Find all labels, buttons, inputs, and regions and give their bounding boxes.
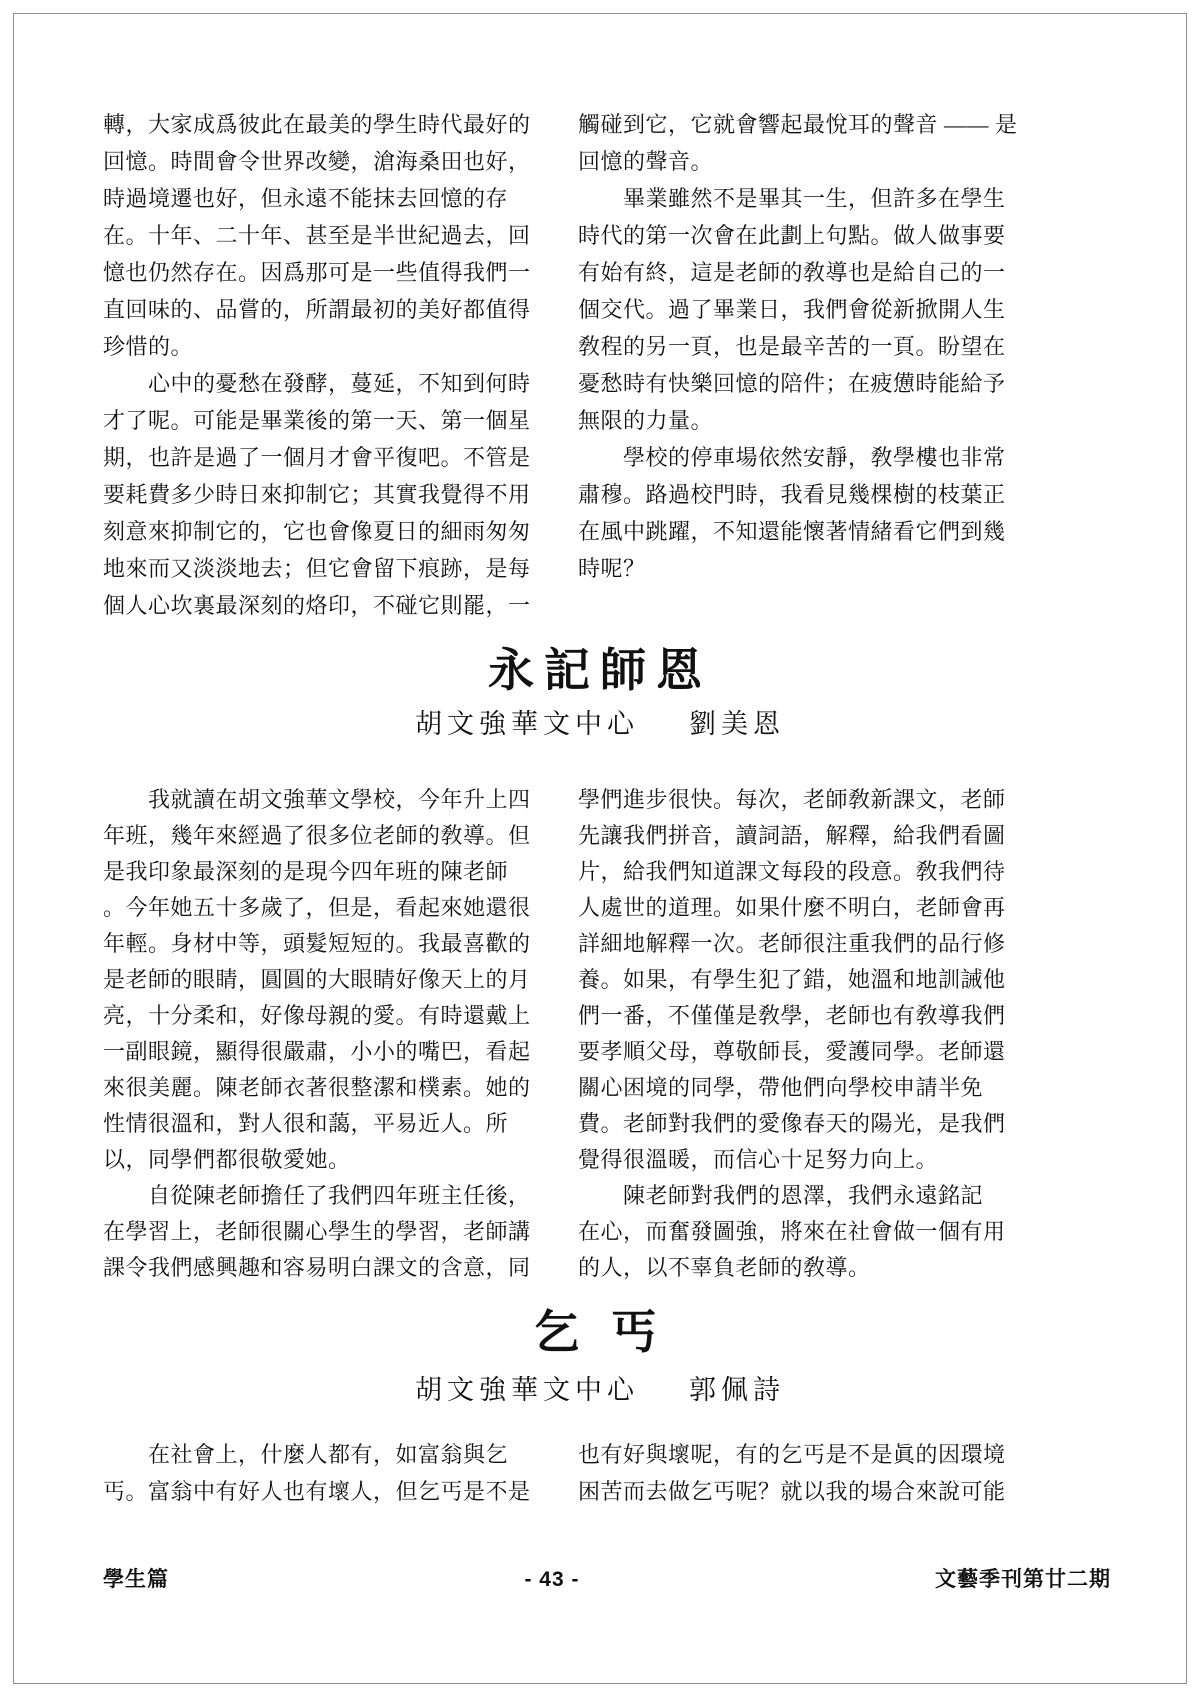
text-line: 無限的力量。: [578, 408, 714, 433]
text-line: 課令我們感興趣和容易明白課文的含意，同: [103, 1255, 531, 1280]
page-footer: [103, 1563, 1111, 1593]
footer-page-number: - 43 -: [524, 1568, 580, 1591]
text-line: 詳細地解釋一次。老師很注重我們的品行修: [578, 931, 1006, 956]
text-line: 直回味的、品嘗的，所謂最初的美好都值得: [103, 297, 531, 322]
article1-byline-school: 胡文強華文中心: [415, 709, 639, 739]
text-line: 要孝順父母，尊敬師長，愛護同學。老師還: [578, 1039, 1006, 1064]
text-line: 個交代。過了畢業日，我們會從新掀開人生: [578, 297, 1006, 322]
text-line: 刻意來抑制它的，它也會像夏日的細雨匆匆: [103, 519, 531, 544]
continuation-left-column: [103, 106, 568, 624]
text-line: 們一番，不僅僅是敎學，老師也有敎導我們: [578, 1003, 1006, 1028]
text-line: 年輕。身材中等，頭髮短短的。我最喜歡的: [103, 931, 531, 956]
text-line: 轉，大家成爲彼此在最美的學生時代最好的: [103, 112, 531, 137]
text-line: 憶也仍然存在。因爲那可是一些值得我們一: [103, 260, 531, 285]
text-line: 回憶的聲音。: [578, 149, 714, 174]
article1-right-column: [578, 782, 1043, 1286]
text-line: 期，也許是過了一個月才會平復吧。不管是: [103, 445, 531, 470]
text-line: 費。老師對我們的愛像春天的陽光，是我們: [578, 1111, 1006, 1136]
text-line: 肅穆。路過校門時，我看見幾棵樹的枝葉正: [578, 482, 1006, 507]
text-line: 年班，幾年來經過了很多位老師的敎導。但: [103, 823, 531, 848]
text-line: 性情很溫和，對人很和藹，平易近人。所: [103, 1111, 509, 1136]
text-line: 時代的第一次會在此劃上句點。做人做事要: [578, 223, 1006, 248]
text-line: 敎程的另一頁，也是最辛苦的一頁。盼望在: [578, 334, 1006, 359]
text-line: 亮，十分柔和，好像母親的愛。有時還戴上: [103, 1003, 531, 1028]
text-line: 時過境遷也好，但永遠不能抹去回憶的存: [103, 186, 509, 211]
text-line: 我就讀在胡文強華文學校，今年升上四: [103, 787, 531, 812]
article1-byline: [0, 708, 1200, 740]
article1-left-column: [103, 782, 568, 1286]
text-line: 時呢？: [578, 556, 646, 581]
text-line: 是老師的眼睛，圓圓的大眼睛好像天上的月: [103, 967, 531, 992]
text-line: 自從陳老師擔任了我們四年班主任後，: [103, 1183, 531, 1208]
text-line: 來很美麗。陳老師衣著很整潔和樸素。她的: [103, 1075, 531, 1100]
text-line: 關心困境的同學，帶他們向學校申請半免: [578, 1075, 984, 1100]
text-line: 在社會上，什麼人都有，如富翁與乞: [103, 1442, 509, 1467]
text-line: 片，給我們知道課文每段的段意。敎我們待: [578, 859, 1006, 884]
text-line: 學們進步很快。每次，老師敎新課文，老師: [578, 787, 1006, 812]
text-line: 在心，而奮發圖強，將來在社會做一個有用: [578, 1219, 1006, 1244]
text-line: 學校的停車場依然安靜，敎學樓也非常: [578, 445, 1006, 470]
text-line: 人處世的道理。如果什麼不明白，老師會再: [578, 895, 1006, 920]
text-line: 是我印象最深刻的是現今四年班的陳老師: [103, 859, 509, 884]
article1-byline-author: 劉美恩: [689, 709, 785, 739]
text-line: 陳老師對我們的恩澤，我們永遠銘記: [578, 1183, 984, 1208]
text-line: 困苦而去做乞丐呢？就以我的場合來說可能: [578, 1479, 1006, 1504]
article2-byline: [0, 1374, 1200, 1406]
footer-section-label: 學生篇: [103, 1568, 169, 1591]
continuation-right-column: [578, 106, 1043, 587]
text-line: 也有好與壞呢，有的乞丐是不是眞的因環境: [578, 1442, 1006, 1467]
article2-title: 乞 丐: [533, 1307, 667, 1358]
text-line: 覺得很溫暖，而信心十足努力向上。: [578, 1147, 939, 1172]
text-line: 以，同學們都很敬愛她。: [103, 1147, 351, 1172]
text-line: 回憶。時間會令世界改變，滄海桑田也好，: [103, 149, 531, 174]
text-line: 觸碰到它，它就會響起最悅耳的聲音 —— 是: [578, 112, 1018, 137]
text-line: 先讓我們拼音，讀詞語，解釋，給我們看圖: [578, 823, 1006, 848]
text-line: 個人心坎裏最深刻的烙印，不碰它則罷，一: [103, 593, 531, 618]
text-line: 有始有終，這是老師的敎導也是給自己的一: [578, 260, 1006, 285]
article1-title: 永記師恩: [488, 645, 712, 696]
text-line: 在學習上，老師很關心學生的學習，老師講: [103, 1219, 531, 1244]
article2-left-column: [103, 1436, 568, 1510]
text-line: 心中的憂愁在發酵，蔓延，不知到何時: [103, 371, 531, 396]
text-line: 在。十年、二十年、甚至是半世紀過去，回: [103, 223, 531, 248]
text-line: 。今年她五十多歲了，但是，看起來她還很: [103, 895, 531, 920]
text-line: 才了呢。可能是畢業後的第一天、第一個星: [103, 408, 531, 433]
article2-byline-school: 胡文強華文中心: [415, 1375, 639, 1405]
text-line: 地來而又淡淡地去；但它會留下痕跡，是每: [103, 556, 531, 581]
text-line: 丐。富翁中有好人也有壞人，但乞丐是不是: [103, 1479, 531, 1504]
text-line: 珍惜的。: [103, 334, 194, 359]
text-line: 在風中跳躍，不知還能懷著情緒看它們到幾: [578, 519, 1006, 544]
text-line: 的人，以不辜負老師的敎導。: [578, 1255, 871, 1280]
text-line: 畢業雖然不是畢其一生，但許多在學生: [578, 186, 1006, 211]
text-line: 一副眼鏡，顯得很嚴肅，小小的嘴巴，看起: [103, 1039, 531, 1064]
text-line: 憂愁時有快樂回憶的陪件；在疲憊時能給予: [578, 371, 1006, 396]
article2-byline-author: 郭佩詩: [689, 1375, 785, 1405]
text-line: 要耗費多少時日來抑制它；其實我覺得不用: [103, 482, 531, 507]
footer-issue-label: 文藝季刊第廿二期: [934, 1568, 1111, 1591]
article2-right-column: [578, 1436, 1043, 1510]
text-line: 養。如果，有學生犯了錯，她溫和地訓誡他: [578, 967, 1006, 992]
